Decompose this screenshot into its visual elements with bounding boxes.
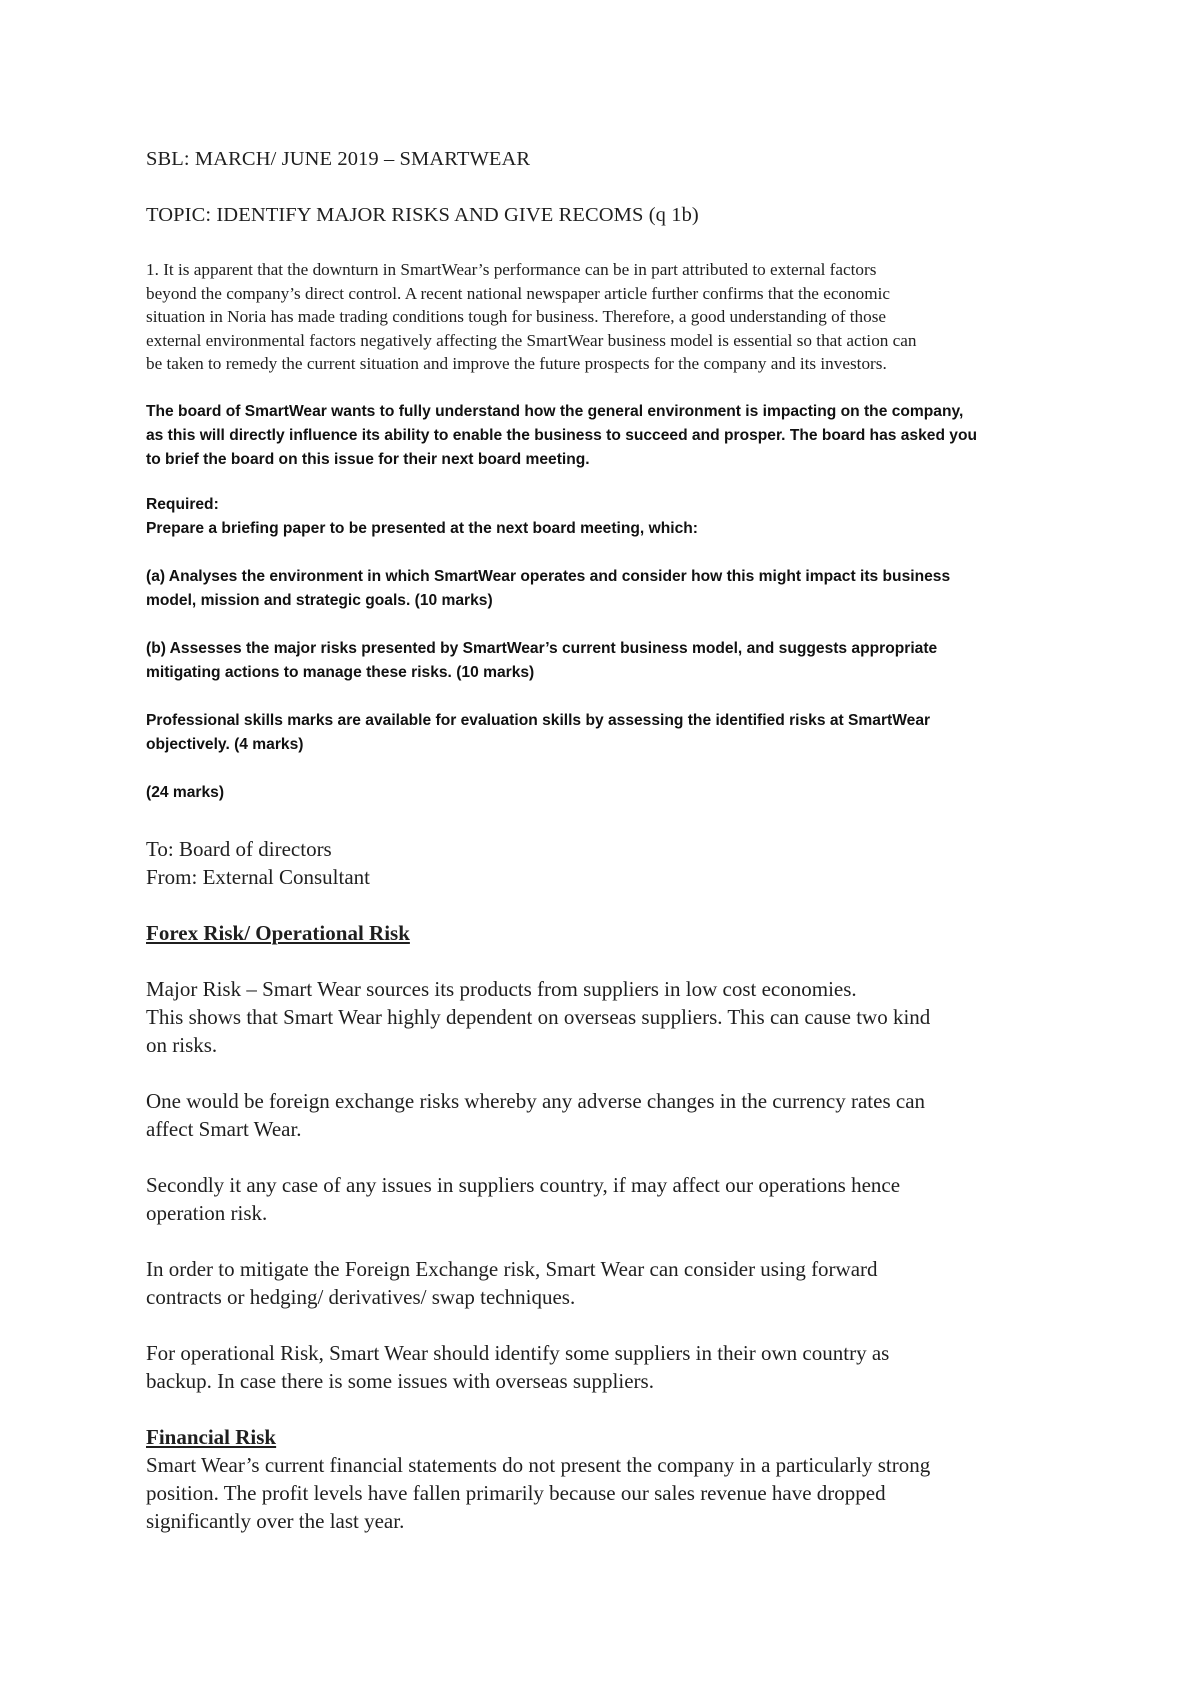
- forex-paragraph-operational-mitigation: [146, 1339, 1066, 1395]
- forex-paragraph-operation-risk: [146, 1171, 1066, 1227]
- intro-line: situation in Noria has made trading conditions tough for business. Therefore, a good understanding of those: [146, 307, 887, 326]
- financial-section-title: Financial Risk: [146, 1424, 277, 1449]
- intro-line: beyond the company’s direct control. A recent national newspaper article further confirms that the economic: [146, 283, 891, 303]
- forex-paragraph-major-risk: [146, 975, 1066, 1059]
- body-line: on risks.: [146, 1032, 218, 1057]
- memo-from: From: External Consultant: [146, 864, 370, 889]
- question-part-b: [146, 637, 1066, 685]
- body-line: In order to mitigate the Foreign Exchange risk, Smart Wear can consider using forward: [146, 1256, 878, 1281]
- forex-paragraph-fx-risk: [146, 1087, 1066, 1143]
- body-line: position. The profit levels have fallen primarily because our sales revenue have dropped: [146, 1480, 886, 1505]
- required-heading: Required:: [146, 495, 219, 513]
- question-board-paragraph: [146, 400, 1066, 472]
- question-line: Professional skills marks are available for evaluation skills by assessing the identified risks at SmartWear: [146, 711, 931, 729]
- memo-header: [146, 835, 1066, 891]
- document-topic-line: TOPIC: IDENTIFY MAJOR RISKS AND GIVE RECOMS (q 1b): [146, 204, 699, 226]
- question-line: objectively. (4 marks): [146, 735, 304, 753]
- body-line: Smart Wear’s current financial statements do not present the company in a particularly strong: [146, 1452, 931, 1477]
- body-line: One would be foreign exchange risks whereby any adverse changes in the currency rates can: [146, 1088, 926, 1113]
- question-part-a: [146, 565, 1066, 613]
- body-line: significantly over the last year.: [146, 1508, 405, 1533]
- document-header-title: SBL: MARCH/ JUNE 2019 – SMARTWEAR: [146, 148, 531, 170]
- body-line: affect Smart Wear.: [146, 1116, 302, 1141]
- body-line: For operational Risk, Smart Wear should identify some suppliers in their own country as: [146, 1340, 890, 1365]
- intro-line: be taken to remedy the current situation and improve the future prospects for the company and its investors.: [146, 354, 887, 373]
- forex-paragraph-mitigation: [146, 1255, 1066, 1311]
- question-line: (b) Assesses the major risks presented by SmartWear’s current business model, and suggests appropriate: [146, 639, 938, 657]
- body-line: operation risk.: [146, 1200, 268, 1225]
- question-line: as this will directly influence its ability to enable the business to succeed and prosper. The board has asked you: [146, 426, 978, 444]
- required-instruction: Prepare a briefing paper to be presented at the next board meeting, which:: [146, 519, 698, 537]
- financial-paragraph: [146, 1451, 1066, 1535]
- body-line: Secondly it any case of any issues in suppliers country, if may affect our operations hence: [146, 1172, 901, 1197]
- intro-line: external environmental factors negatively affecting the SmartWear business model is essential so that action can: [146, 330, 917, 350]
- body-line: contracts or hedging/ derivatives/ swap techniques.: [146, 1284, 576, 1309]
- question-line: (a) Analyses the environment in which SmartWear operates and consider how this might impact its business: [146, 567, 951, 585]
- body-line: Major Risk – Smart Wear sources its products from suppliers in low cost economies.: [146, 976, 857, 1001]
- body-line: backup. In case there is some issues with overseas suppliers.: [146, 1368, 654, 1393]
- question-professional-skills: [146, 709, 1066, 757]
- question-line: to brief the board on this issue for their next board meeting.: [146, 450, 590, 468]
- question-line: The board of SmartWear wants to fully understand how the general environment is impacting on the company,: [146, 402, 964, 420]
- intro-paragraph: [146, 258, 1066, 376]
- intro-line: 1. It is apparent that the downturn in SmartWear’s performance can be in part attributed to external factors: [146, 260, 877, 279]
- document-content: [146, 146, 1066, 1535]
- question-line: model, mission and strategic goals. (10 marks): [146, 591, 493, 609]
- question-line: mitigating actions to manage these risks. (10 marks): [146, 663, 535, 681]
- question-required-paragraph: [146, 493, 1066, 541]
- forex-section-title: Forex Risk/ Operational Risk: [146, 920, 410, 945]
- question-total-marks: (24 marks): [146, 783, 225, 801]
- memo-to: To: Board of directors: [146, 836, 332, 861]
- body-line: This shows that Smart Wear highly dependent on overseas suppliers. This can cause two kind: [146, 1004, 931, 1029]
